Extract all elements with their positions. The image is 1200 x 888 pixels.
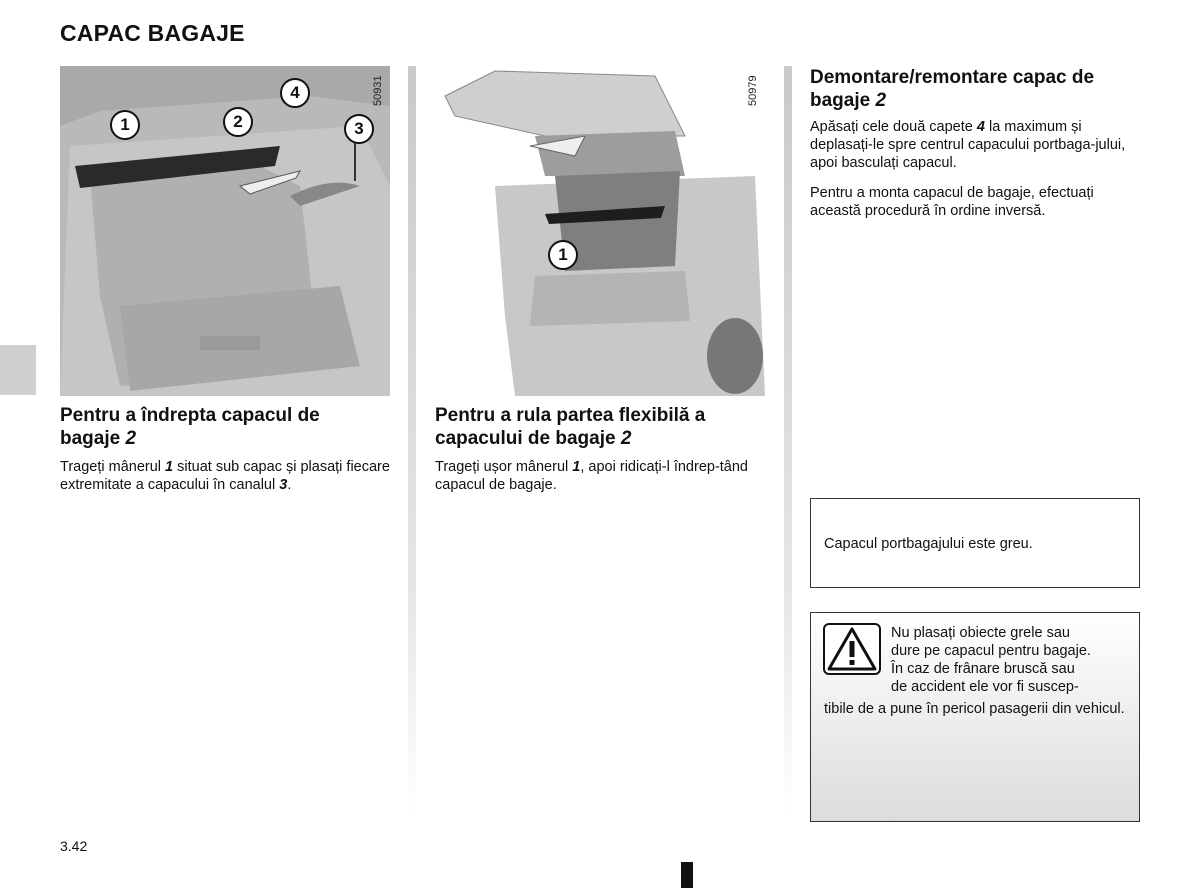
page-title: CAPAC BAGAJE: [60, 20, 245, 46]
ref-number: 2: [875, 90, 887, 111]
callout-2: 2: [233, 112, 243, 131]
warning-box: [810, 612, 1140, 822]
chapter-tab: [0, 345, 36, 395]
instruction-text: Trageți ușor mânerul 1, apoi ridicați-l îndrep-tând capacul de bagaje.: [435, 459, 749, 493]
warning-triangle-icon: [823, 623, 881, 675]
callout-1: 1: [558, 245, 568, 264]
ref-number: 2: [620, 428, 632, 449]
warning-text: Nu plasați obiecte grele sau dure pe capacul pentru bagaje. În caz de frânare bruscă sau de accident ele vor fi suscep-: [891, 625, 1091, 695]
column-divider: [784, 66, 792, 816]
callout-4: 4: [290, 83, 300, 102]
column-divider: [408, 66, 416, 816]
figure-trunk-interior: [60, 66, 390, 396]
edge-marker: [681, 862, 693, 888]
figure-car-rear: [435, 66, 765, 396]
section-heading-roll: Pentru a rula partea flexibilă a capacului de bagaje 2: [435, 405, 706, 449]
instruction-text: Pentru a monta capacul de bagaje, efectuați această procedură în ordine inversă.: [810, 185, 1094, 219]
instruction-text: Apăsați cele două capete 4 la maximum și deplasați-le spre centrul capacului portbaga-jului, apoi basculați capacul.: [810, 119, 1126, 171]
figure-code: 50979: [747, 75, 759, 106]
callout-1: 1: [120, 115, 130, 134]
instruction-text: Trageți mânerul 1 situat sub capac și plasați fiecare extremitate a capacului în canalul 3.: [60, 459, 390, 493]
car-rear-illustration: [435, 66, 765, 396]
ref-number: 2: [125, 428, 137, 449]
warning-text-continued: tibile de a pune în pericol pasagerii din vehicul.: [824, 701, 1125, 717]
note-text: Capacul portbagajului este greu.: [824, 536, 1033, 552]
note-box: [810, 498, 1140, 588]
callout-3: 3: [354, 119, 364, 138]
page-number: 3.42: [60, 838, 88, 854]
section-heading-straighten: Pentru a îndrepta capacul de bagaje 2: [60, 405, 320, 449]
figure-code: 50931: [372, 75, 384, 106]
section-heading-remove: Demontare/remontare capac de bagaje 2: [810, 67, 1095, 111]
